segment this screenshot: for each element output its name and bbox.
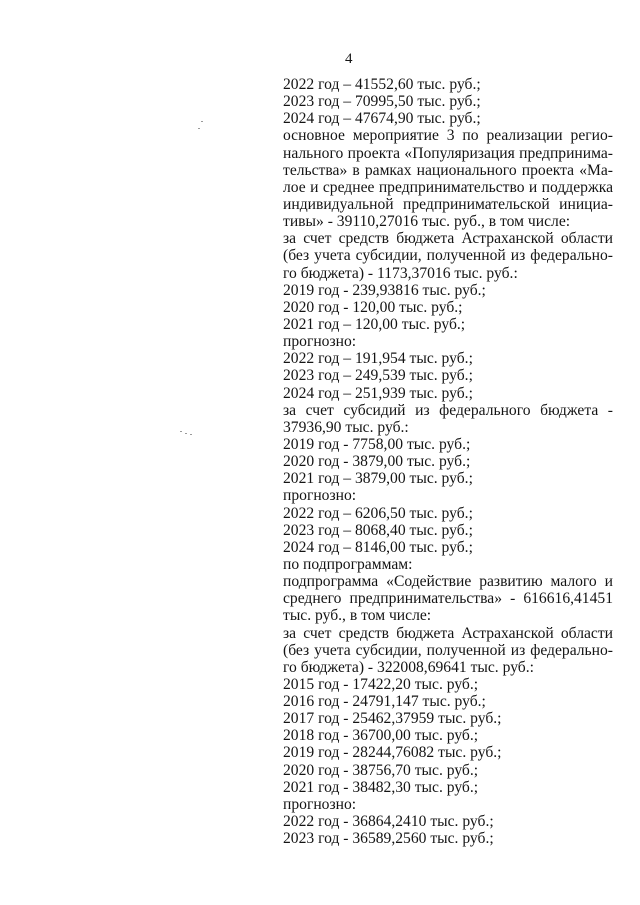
text-line: 2017 год - 25462,37959 тыс. руб.; <box>283 710 502 728</box>
text-line: 2022 год - 36864,2410 тыс. руб.; <box>283 813 494 831</box>
text-line: 2020 год - 3879,00 тыс. руб.; <box>283 453 471 471</box>
text-line: 2024 год – 47674,90 тыс. руб.; <box>283 110 481 128</box>
text-line: 2023 год - 36589,2560 тыс. руб.; <box>283 830 494 848</box>
text-line: за счет средств бюджета Астраханской области <box>283 230 613 248</box>
text-line: 2019 год - 239,93816 тыс. руб.; <box>283 281 486 299</box>
text-line: за счет субсидий из федерального бюджета - <box>283 401 613 419</box>
text-line: 2023 год – 249,539 тыс. руб.; <box>283 367 473 385</box>
text-line: 2024 год – 251,939 тыс. руб.; <box>283 384 473 402</box>
page-number: 4 <box>345 51 353 67</box>
text-line: тивы» - 39110,27016 тыс. руб., в том числе: <box>283 213 571 231</box>
text-line: тельства» в рамках национального проекта «Ма- <box>283 161 613 179</box>
text-line: 2018 год - 36700,00 тыс. руб.; <box>283 727 479 745</box>
text-line: 37936,90 тыс. руб.: <box>283 418 409 436</box>
text-line: нального проекта «Популяризация предпринима- <box>283 144 613 162</box>
text-line: 2015 год - 17422,20 тыс. руб.; <box>283 675 479 693</box>
text-line: 2021 год - 38482,30 тыс. руб.; <box>283 778 479 796</box>
text-line: 2023 год – 70995,50 тыс. руб.; <box>283 93 481 111</box>
text-line: 2022 год – 6206,50 тыс. руб.; <box>283 504 473 522</box>
text-line: 2024 год – 8146,00 тыс. руб.; <box>283 538 473 556</box>
text-line: тыс. руб., в том числе: <box>283 607 432 625</box>
text-line: 2016 год - 24791,147 тыс. руб.; <box>283 693 486 711</box>
text-line: 2022 год – 191,954 тыс. руб.; <box>283 350 473 368</box>
text-line: среднего предпринимательства» - 616616,41451 <box>283 590 613 608</box>
scan-speck <box>180 431 182 432</box>
text-line: 2023 год – 8068,40 тыс. руб.; <box>283 521 473 539</box>
text-block <box>283 76 613 847</box>
text-line: прогнозно: <box>283 795 357 813</box>
text-line: основное мероприятие 3 по реализации регио- <box>283 127 613 145</box>
text-line: лое и среднее предпринимательство и поддержка <box>283 178 613 196</box>
text-line: (без учета субсидии, полученной из федерально- <box>283 641 613 659</box>
scan-speck <box>185 433 187 434</box>
text-line: го бюджета) - 1173,37016 тыс. руб.: <box>283 264 518 282</box>
text-line: по подпрограммам: <box>283 555 413 573</box>
text-line: (без учета субсидии, полученной из федерально- <box>283 247 613 265</box>
text-line: индивидуальной предпринимательской инициа- <box>283 195 613 213</box>
text-line: прогнозно: <box>283 333 357 351</box>
text-line: 2019 год - 7758,00 тыс. руб.; <box>283 435 471 453</box>
text-line: 2020 год - 38756,70 тыс. руб.; <box>283 761 479 779</box>
text-line: 2020 год - 120,00 тыс. руб.; <box>283 298 463 316</box>
scan-speck <box>198 128 200 129</box>
scan-speck <box>201 121 203 122</box>
text-line: за счет средств бюджета Астраханской области <box>283 624 613 642</box>
text-line: прогнозно: <box>283 487 357 505</box>
text-line: го бюджета) - 322008,69641 тыс. руб.: <box>283 658 534 676</box>
text-line: 2021 год – 120,00 тыс. руб.; <box>283 315 466 333</box>
text-line: 2022 год – 41552,60 тыс. руб.; <box>283 76 481 93</box>
text-line: 2019 год - 28244,76082 тыс. руб.; <box>283 744 502 762</box>
text-line: подпрограмма «Содействие развитию малого и <box>283 573 613 591</box>
text-line: 2021 год – 3879,00 тыс. руб.; <box>283 470 473 488</box>
scan-speck <box>190 434 192 435</box>
